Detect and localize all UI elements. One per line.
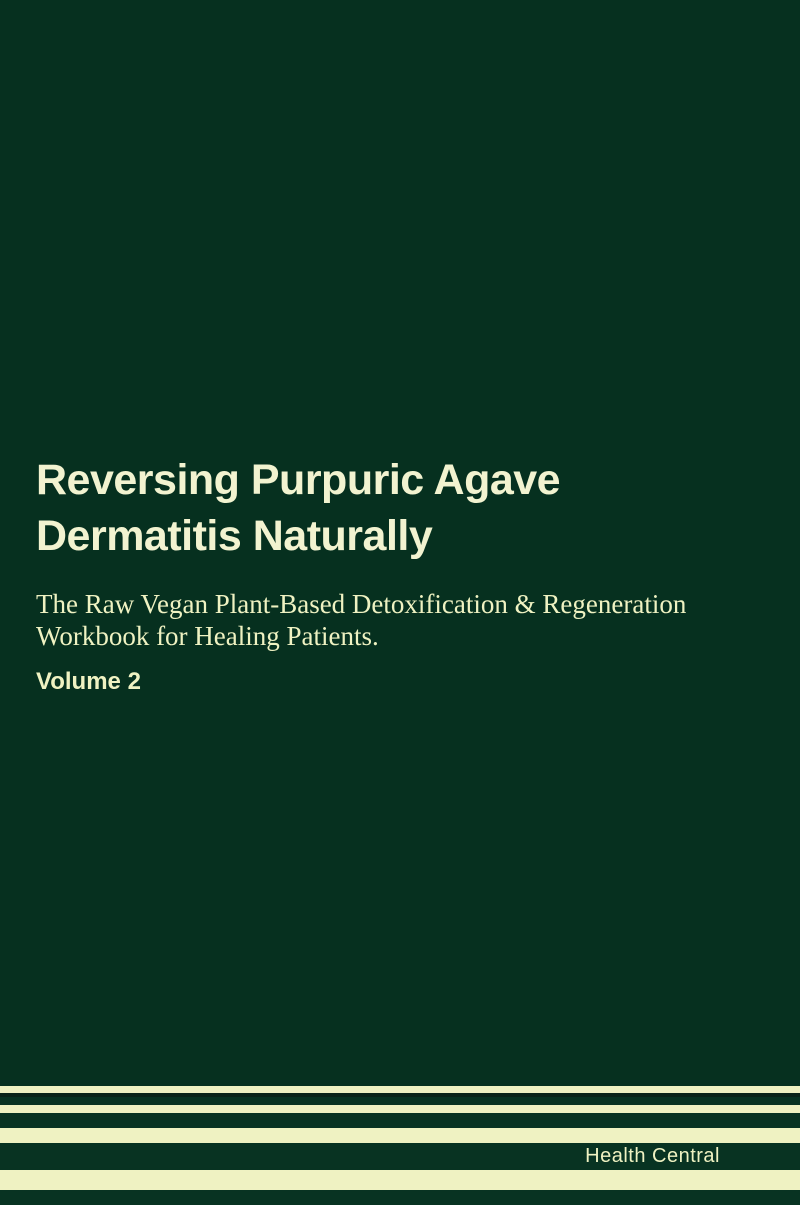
book-subtitle <box>36 588 766 652</box>
book-subtitle-line-2: Workbook for Healing Patients. <box>36 621 379 651</box>
publisher-band <box>0 1143 800 1170</box>
footer-stripe <box>0 1190 800 1205</box>
publisher-name: Health Central <box>585 1145 720 1167</box>
footer-stripe <box>0 1170 800 1190</box>
book-title <box>36 452 766 564</box>
title-block <box>36 452 766 696</box>
footer-stripes <box>0 1086 800 1205</box>
footer-stripe <box>0 1105 800 1113</box>
book-title-line-1: Reversing Purpuric Agave <box>36 456 561 504</box>
volume-label: Volume 2 <box>36 668 141 695</box>
footer-stripe <box>0 1097 800 1105</box>
footer-stripe <box>0 1086 800 1093</box>
footer-stripe <box>0 1113 800 1128</box>
footer-stripe <box>0 1128 800 1143</box>
book-subtitle-line-1: The Raw Vegan Plant-Based Detoxification & Regeneration <box>36 589 687 619</box>
book-title-line-2: Dermatitis Naturally <box>36 512 433 560</box>
